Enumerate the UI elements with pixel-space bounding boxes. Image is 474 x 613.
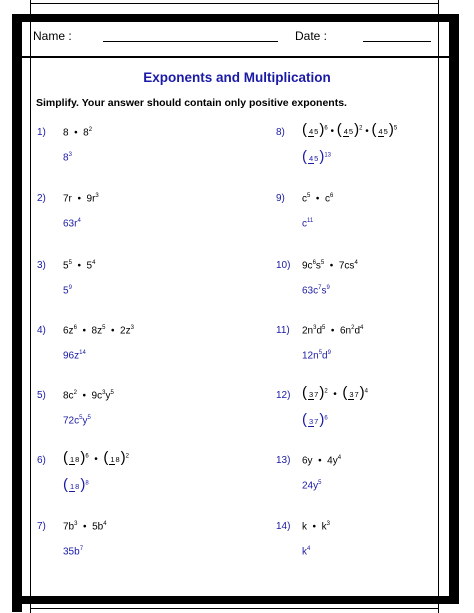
- problem-number: 11): [276, 325, 290, 336]
- problem-10: [276, 260, 446, 310]
- question: $c^5$ • $c^6$: [302, 193, 334, 205]
- border-bottom: [12, 596, 459, 604]
- answer: $k^4$: [302, 546, 311, 558]
- problem-number: 13): [276, 455, 291, 466]
- page-title: Exponents and Multiplication: [143, 70, 331, 85]
- answer: $c^{11}$: [302, 218, 314, 230]
- answer: $5^9$: [63, 285, 72, 297]
- question: k • $k^3$: [302, 521, 330, 533]
- problem-5: [37, 390, 207, 440]
- problem-7: [37, 521, 207, 571]
- answer: ( 18)$^8$: [63, 476, 89, 493]
- question: ( 18)$^6$ • ( 18)$^2$: [63, 449, 129, 466]
- border-inner-top: [30, 3, 439, 4]
- problem-2: [37, 193, 207, 243]
- question: $8c^2$ • $9c^3y^5$: [63, 390, 114, 402]
- problem-number: 4): [37, 325, 46, 336]
- problem-3: [37, 260, 207, 310]
- problem-number: 2): [37, 193, 46, 204]
- problem-number: 6): [37, 455, 46, 466]
- question: $6z^6$ • $8z^5$ • $2z^3$: [63, 325, 134, 337]
- question: ( 45)$^6$ • ( 45)$^2$ • ( 45)$^5$: [302, 121, 398, 138]
- problem-13: [276, 455, 446, 505]
- problem-number: 5): [37, 390, 46, 401]
- problem-11: [276, 325, 446, 375]
- question: 8 • $8^2$: [63, 127, 93, 139]
- instructions: Simplify. Your answer should contain only positive exponents.: [36, 97, 347, 109]
- answer: ( 37)$^6$: [302, 411, 328, 428]
- date-line[interactable]: [363, 41, 431, 42]
- answer: $72c^5y^5$: [63, 415, 91, 427]
- problem-6: [37, 449, 207, 505]
- answer: $96z^{14}$: [63, 350, 86, 362]
- problem-8: [276, 121, 446, 177]
- answer: $63c^7s^9$: [302, 285, 330, 297]
- answer: $12n^5d^9$: [302, 350, 331, 362]
- question: $5^5$ • $5^4$: [63, 260, 96, 272]
- answer: $63r^4$: [63, 218, 81, 230]
- answer: $24y^5$: [302, 480, 322, 492]
- border-top: [12, 14, 459, 22]
- problem-number: 1): [37, 127, 46, 138]
- problem-number: 8): [276, 127, 285, 138]
- border-left: [12, 14, 22, 612]
- problem-number: 3): [37, 260, 46, 271]
- problem-9: [276, 193, 446, 243]
- header: [33, 28, 443, 48]
- problem-4: [37, 325, 207, 375]
- name-line[interactable]: [103, 41, 278, 42]
- problem-number: 9): [276, 193, 285, 204]
- border-inner-bottom: [30, 608, 439, 609]
- header-rule: [22, 56, 449, 58]
- problem-number: 14): [276, 521, 291, 532]
- problem-number: 7): [37, 521, 46, 532]
- problem-number: 10): [276, 260, 291, 271]
- name-label: Name :: [33, 29, 72, 43]
- question: 7r • $9r^3$: [63, 193, 99, 205]
- answer: $35b^7$: [63, 546, 84, 558]
- border-right: [449, 14, 459, 604]
- date-label: Date :: [295, 29, 328, 43]
- problem-12: [276, 384, 446, 440]
- border-inner-left: [30, 0, 31, 613]
- problem-1: [37, 127, 207, 177]
- answer: $8^3$: [63, 152, 72, 164]
- question: $7b^3$ • $5b^4$: [63, 521, 107, 533]
- question: $9c^6s^5$ • $7cs^4$: [302, 260, 358, 272]
- problem-number: 12): [276, 390, 291, 401]
- question: ( 37)$^2$ • ( 37)$^4$: [302, 384, 368, 401]
- answer: ( 45)$^{13}$: [302, 148, 332, 165]
- problem-14: [276, 521, 446, 571]
- question: $2n^3d^5$ • $6n^2d^4$: [302, 325, 364, 337]
- question: 6y • $4y^4$: [302, 455, 342, 467]
